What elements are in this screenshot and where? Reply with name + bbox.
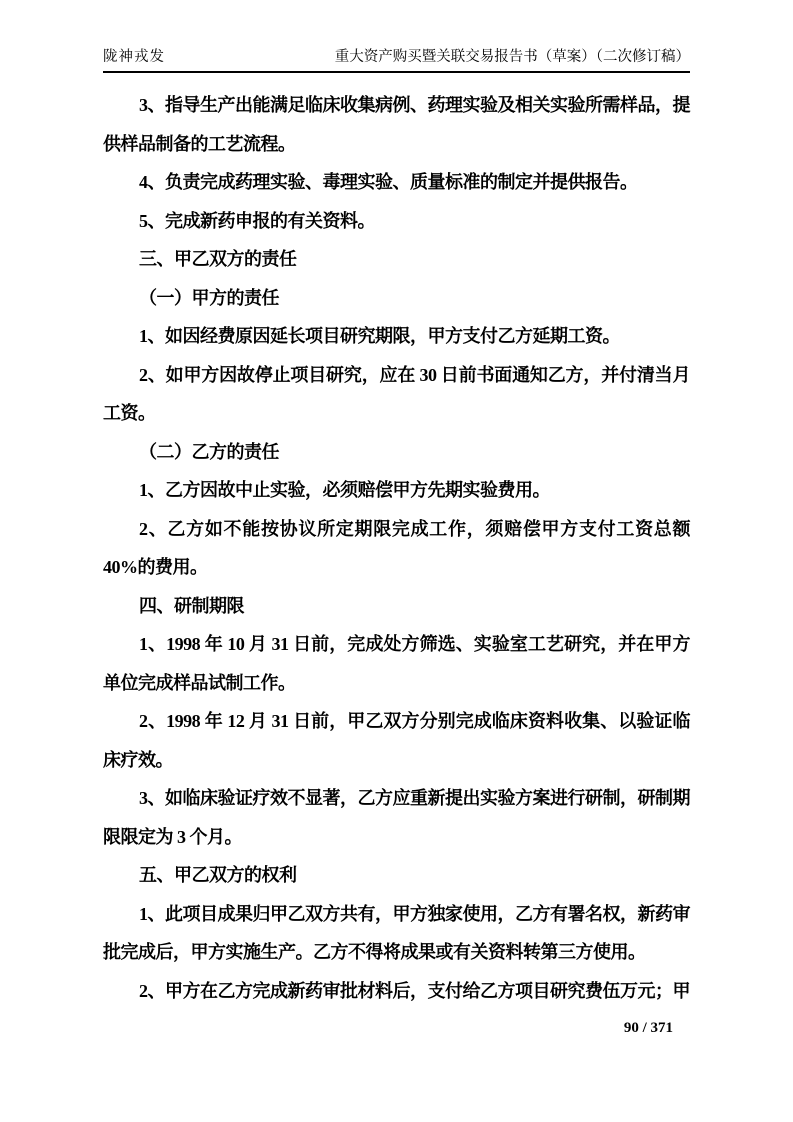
- section-heading-4: 四、研制期限: [139, 595, 244, 616]
- paragraph-party-b-2: 2、乙方如不能按协议所定期限完成工作，须赔偿甲方支付工资总额 40%的费用。: [103, 518, 690, 577]
- paragraph-party-a-1: 1、如因经费原因延长项目研究期限，甲方支付乙方延期工资。: [139, 326, 620, 346]
- paragraph-deadline-2: 2、1998 年 12 月 31 日前，甲乙双方分别完成临床资料收集、以验证临床疗效。: [103, 711, 690, 770]
- header-company-name: 陇神戎发: [103, 49, 165, 65]
- subsection-heading-party-b: （二）乙方的责任: [139, 441, 279, 462]
- paragraph-deadline-3: 3、如临床验证疗效不显著，乙方应重新提出实验方案进行研制，研制期限限定为 3 个月。: [103, 788, 690, 847]
- paragraph-rights-1: 1、此项目成果归甲乙双方共有，甲方独家使用，乙方有署名权，新药审批完成后，甲方实施生产。乙方不得将成果或有关资料转第三方使用。: [103, 903, 690, 962]
- page-footer: [624, 1020, 673, 1037]
- subsection-heading-party-a: （一）甲方的责任: [139, 287, 279, 308]
- paragraph-rights-2: 2、甲方在乙方完成新药审批材料后，支付给乙方项目研究费伍万元；甲: [139, 980, 690, 1001]
- section-heading-5: 五、甲乙双方的权利: [139, 865, 297, 885]
- page-header: [103, 48, 690, 73]
- paragraph-item-3: 3、指导生产出能满足临床收集病例、药理实验及相关实验所需样品，提供样品制备的工艺流程。: [103, 95, 690, 154]
- paragraph-party-a-2: 2、如甲方因故停止项目研究，应在 30 日前书面通知乙方，并付清当月工资。: [103, 364, 690, 423]
- page-number: 90 / 371: [623, 1020, 673, 1036]
- paragraph-item-4: 4、负责完成药理实验、毒理实验、质量标准的制定并提供报告。: [139, 172, 638, 192]
- document-body: [103, 86, 690, 1010]
- section-heading-3: 三、甲乙双方的责任: [139, 249, 297, 269]
- header-document-title: 重大资产购买暨关联交易报告书（草案）（二次修订稿）: [334, 49, 690, 65]
- paragraph-deadline-1: 1、1998 年 10 月 31 日前，完成处方筛选、实验室工艺研究，并在甲方单位完成样品试制工作。: [103, 634, 690, 693]
- paragraph-item-5: 5、完成新药申报的有关资料。: [139, 210, 375, 231]
- paragraph-party-b-1: 1、乙方因故中止实验，必须赔偿甲方先期实验费用。: [139, 480, 550, 500]
